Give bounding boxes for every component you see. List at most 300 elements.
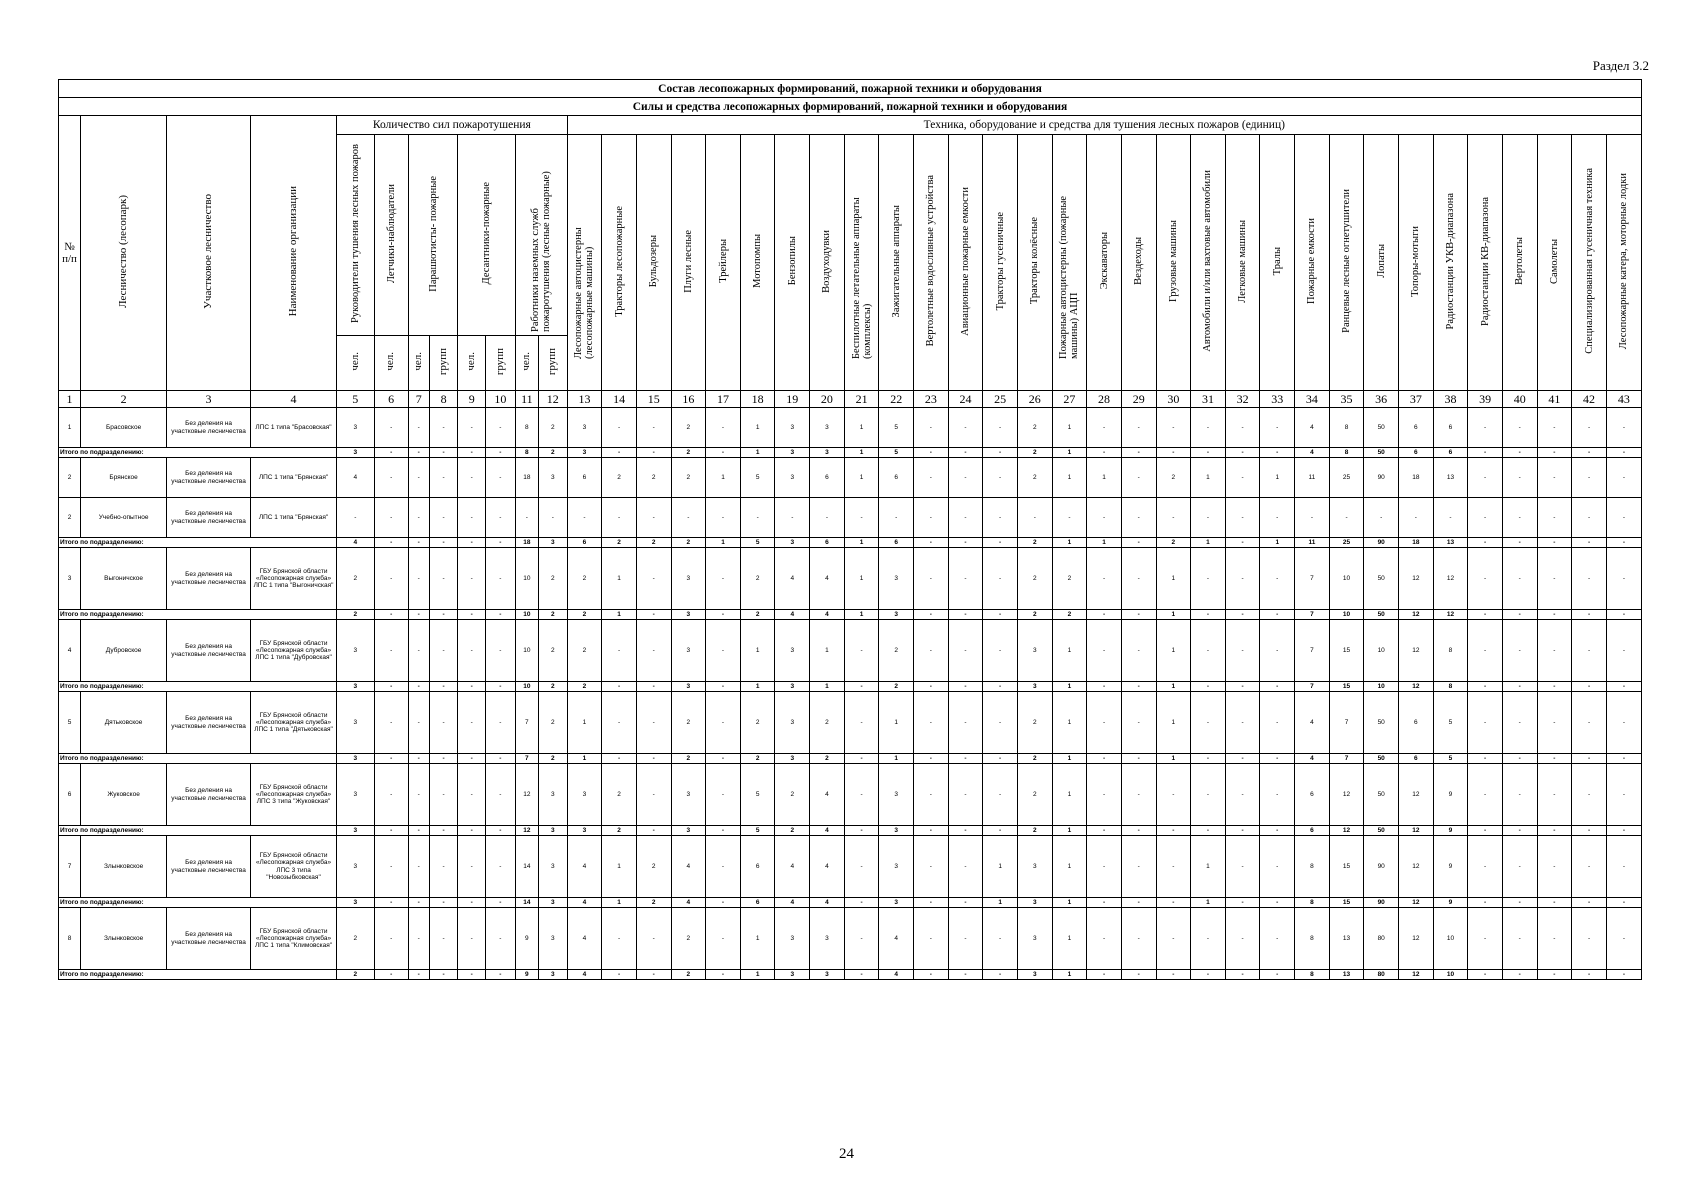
col-head-equipment [1295,135,1330,391]
cell-value: - [1225,898,1260,908]
cell-value: - [706,682,741,692]
cell-value: 3 [337,620,375,682]
cell-value: - [1537,498,1572,538]
cell-value: - [914,836,949,898]
cell-value: 4 [567,908,602,970]
cell-value: 4 [567,970,602,980]
cell-value: - [485,538,515,548]
cell-value: - [458,408,486,448]
cell-value: 1 [1052,538,1087,548]
cell-value: - [706,408,741,448]
cell-value: - [485,754,515,764]
col-number: 8 [429,391,458,408]
cell-value: 3 [1017,908,1052,970]
cell-value: - [1364,498,1399,538]
cell-value: - [1468,448,1503,458]
cell-value: 3 [671,826,706,836]
cell-value: 8 [1295,908,1330,970]
cell-value: 80 [1364,908,1399,970]
cell-value: - [1537,620,1572,682]
cell-value: - [1087,898,1122,908]
unit-head-label: чел. [520,352,533,371]
cell-num: 2 [59,458,81,498]
cell-value: - [458,898,486,908]
cell-value: - [1606,836,1641,898]
cell-value: 1 [1260,538,1295,548]
cell-value: - [1225,458,1260,498]
col-head-equipment [1156,135,1191,391]
cell-value: 8 [1433,682,1468,692]
cell-value: 8 [1295,898,1330,908]
cell-value: - [706,908,741,970]
cell-value: - [458,754,486,764]
cell-value: 10 [515,682,538,692]
cell-value: - [636,764,671,826]
cell-value: - [983,692,1018,754]
col-number: 28 [1087,391,1122,408]
cell-value: - [1087,764,1122,826]
cell-value: - [914,682,949,692]
cell-value: - [706,548,741,610]
cell-org: ЛПС 1 типа "Брянская" [250,458,336,498]
cell-value: - [1537,538,1572,548]
cell-value: 2 [538,548,567,610]
cell-value: 14 [515,898,538,908]
cell-value: - [1572,408,1607,448]
cell-value: - [948,836,983,898]
cell-value: 3 [810,970,845,980]
col-head-equipment-label: Пожарные емкости [1306,218,1318,304]
cell-value: 12 [1433,610,1468,620]
cell-value: - [706,498,741,538]
cell-value: - [1537,898,1572,908]
cell-value: 1 [1156,548,1191,610]
cell-value: - [458,498,486,538]
cell-value: - [1606,692,1641,754]
cell-value: 4 [671,898,706,908]
cell-value: 15 [1329,682,1364,692]
section-label: Раздел 3.2 [1592,58,1649,73]
total-row [59,754,1642,764]
cell-forestry: Жуковское [81,764,167,826]
cell-value: - [1225,764,1260,826]
cell-value: 3 [337,682,375,692]
cell-value: - [948,498,983,538]
col-head-equipment [1260,135,1295,391]
cell-value: 2 [1017,408,1052,448]
col-head-equipment-label: Ранцевые лесные огнетушители [1341,189,1353,333]
cell-value: - [983,908,1018,970]
col-head-equipment [1121,135,1156,391]
cell-value: 3 [810,448,845,458]
cell-value: 10 [1433,908,1468,970]
cell-value: 1 [1156,682,1191,692]
cell-value: 3 [337,898,375,908]
cell-value: - [1087,836,1122,898]
cell-value: 3 [879,764,914,826]
cell-value: - [1052,498,1087,538]
cell-value: - [1191,826,1226,836]
cell-value: - [1191,908,1226,970]
cell-value: 1 [706,458,741,498]
cell-value: - [1087,826,1122,836]
cell-value: 12 [1399,898,1434,908]
cell-value: - [408,836,429,898]
cell-value: 3 [538,826,567,836]
cell-value: 4 [810,764,845,826]
cell-value: 1 [602,548,637,610]
cell-value: - [636,548,671,610]
cell-value: 6 [810,458,845,498]
cell-value: 2 [337,970,375,980]
col-head-equipment-label: Лопаты [1375,244,1387,278]
cell-value: 1 [810,682,845,692]
cell-value: - [429,448,458,458]
cell-value: - [636,754,671,764]
cell-value: - [408,548,429,610]
cell-value: - [948,970,983,980]
cell-org: ГБУ Брянской области «Лесопожарная служба» ЛПС 1 типа "Выгоничская" [250,548,336,610]
total-row [59,448,1642,458]
cell-value: 2 [1017,692,1052,754]
cell-value: - [983,610,1018,620]
table-row [59,498,1642,538]
col-number: 25 [983,391,1018,408]
cell-value: 2 [602,538,637,548]
cell-value: - [1572,836,1607,898]
cell-value: 1 [810,620,845,682]
cell-value: - [706,826,741,836]
cell-value: - [983,498,1018,538]
cell-value: - [458,620,486,682]
cell-value: - [1537,458,1572,498]
total-row [59,826,1642,836]
cell-value: - [1606,826,1641,836]
cell-value: 2 [636,836,671,898]
cell-value: - [844,970,879,980]
total-row [59,970,1642,980]
cell-value: - [1087,754,1122,764]
cell-value: 1 [844,538,879,548]
cell-value: - [458,682,486,692]
cell-value: - [1087,498,1122,538]
cell-value: 5 [740,538,775,548]
cell-value: - [1329,498,1364,538]
cell-value: 9 [515,908,538,970]
cell-value: - [948,682,983,692]
cell-value: 3 [538,538,567,548]
cell-value: 8 [515,448,538,458]
cell-value: - [429,682,458,692]
cell-value: - [515,498,538,538]
cell-value: 6 [567,458,602,498]
col-head-equipment [1017,135,1052,391]
cell-value: - [1606,898,1641,908]
cell-value: - [844,908,879,970]
cell-value: - [914,764,949,826]
cell-value: - [1191,764,1226,826]
cell-value: - [671,498,706,538]
cell-value: - [408,538,429,548]
cell-value: 4 [810,898,845,908]
cell-value: 2 [671,754,706,764]
cell-value: 9 [1433,826,1468,836]
cell-value: - [844,682,879,692]
cell-value: 7 [1295,620,1330,682]
cell-value: 3 [538,458,567,498]
cell-value: - [948,548,983,610]
cell-value: - [408,908,429,970]
cell-value: 8 [1295,970,1330,980]
cell-value: 11 [1295,538,1330,548]
cell-value: 6 [1399,754,1434,764]
cell-value: - [408,826,429,836]
col-head-equipment-label: Радиостанции УКВ-диапазона [1444,192,1456,330]
col-head-equipment-label: Воздуходувки [821,229,833,293]
cell-value: 6 [740,836,775,898]
col-number: 40 [1502,391,1537,408]
cell-org: ГБУ Брянской области «Лесопожарная служба» ЛПС 1 типа "Дятьковская" [250,692,336,754]
cell-value: 6 [1433,448,1468,458]
cell-value: 5 [879,408,914,448]
cell-value: - [844,898,879,908]
cell-value: - [1572,754,1607,764]
cell-value: 3 [671,764,706,826]
cell-value: 6 [1295,764,1330,826]
cell-value: - [1156,764,1191,826]
col-head-equipment-label: Лесопожарные автоцистерны (лесопожарные машины) [573,227,596,359]
cell-value: 2 [538,610,567,620]
cell-value: 2 [1017,826,1052,836]
cell-value: - [1121,754,1156,764]
cell-value: - [458,836,486,898]
cell-value: - [1468,408,1503,448]
cell-value: - [983,826,1018,836]
cell-value: - [408,682,429,692]
cell-value: 2 [567,610,602,620]
cell-value: - [948,908,983,970]
cell-value: 4 [567,898,602,908]
col-number: 30 [1156,391,1191,408]
cell-value: 50 [1364,826,1399,836]
col-number: 42 [1572,391,1607,408]
table-subtitle: Силы и средства лесопожарных формирований, пожарной техники и оборудования [59,98,1642,116]
cell-value: - [429,970,458,980]
unit-head [374,336,408,391]
cell-value: 18 [1399,538,1434,548]
col-number: 41 [1537,391,1572,408]
cell-value: 3 [538,764,567,826]
cell-value: 15 [1329,620,1364,682]
col-head-equipment-label: Легковые машины [1237,219,1249,303]
cell-forestry: Злынковское [81,836,167,898]
unit-head-label: групп [493,347,506,376]
cell-value: 2 [1017,448,1052,458]
cell-value: - [429,764,458,826]
cell-value: 1 [844,448,879,458]
col-head-equipment-label: Трейлеры [717,239,729,283]
col-number: 9 [458,391,486,408]
cell-value: - [948,610,983,620]
group-head-forces: Количество сил пожаротушения [337,116,568,135]
cell-value: 3 [775,458,810,498]
col-head-equipment [1052,135,1087,391]
cell-value: 4 [1295,448,1330,458]
cell-value: - [1260,692,1295,754]
col-head-equipment [706,135,741,391]
cell-value: - [458,448,486,458]
cell-value: - [374,764,408,826]
col-head-equipment [1087,135,1122,391]
unit-head-label: групп [546,347,558,376]
cell-value: 3 [671,620,706,682]
cell-value: 10 [1329,548,1364,610]
cell-value: - [458,548,486,610]
cell-value: 2 [1017,458,1052,498]
cell-value: - [1468,692,1503,754]
col-head-forestry-label: Лесничество (лесопарк) [116,195,129,308]
cell-value: 2 [636,538,671,548]
cell-value: 2 [538,448,567,458]
col-head-landing-label: Десантники-пожарные [481,182,493,285]
cell-value: - [1572,620,1607,682]
cell-value: - [1225,754,1260,764]
col-head-district [167,116,251,391]
cell-value: 2 [602,458,637,498]
cell-value: 3 [810,408,845,448]
col-head-equipment-label: Мотопомпы [752,234,764,288]
cell-value: - [914,610,949,620]
cell-value: - [429,538,458,548]
cell-value: - [1225,970,1260,980]
cell-value: - [1537,610,1572,620]
cell-value: 5 [1433,754,1468,764]
cell-value: 4 [1295,692,1330,754]
table-title: Состав лесопожарных формирований, пожарной техники и оборудования [59,80,1642,98]
cell-value: - [485,620,515,682]
cell-value: 2 [671,908,706,970]
cell-value: - [844,620,879,682]
page-number: 24 [839,1146,854,1162]
cell-value: 2 [538,682,567,692]
cell-value: - [1121,908,1156,970]
cell-value: 1 [1052,836,1087,898]
cell-value: - [983,458,1018,498]
cell-value: - [374,458,408,498]
cell-value: - [948,826,983,836]
cell-value: - [374,548,408,610]
cell-value: 50 [1364,408,1399,448]
cell-value: - [706,836,741,898]
cell-value: - [429,826,458,836]
col-number: 35 [1329,391,1364,408]
cell-value: - [1191,970,1226,980]
cell-forestry: Дятьковское [81,692,167,754]
cell-value: - [458,908,486,970]
cell-value: - [1537,970,1572,980]
col-head-forestry [81,116,167,391]
cell-value: 2 [740,754,775,764]
col-head-ground-workers [515,135,567,336]
cell-district: Без деления на участковые лесничества [167,548,251,610]
cell-value: 2 [1017,548,1052,610]
cell-value: - [1225,836,1260,898]
unit-head-label: чел. [411,352,424,371]
cell-value: - [458,692,486,754]
cell-value: - [1087,970,1122,980]
cell-value: - [1537,908,1572,970]
cell-value: - [948,408,983,448]
cell-value: 6 [1399,692,1434,754]
cell-value: - [429,458,458,498]
cell-value: - [914,498,949,538]
cell-value: - [1606,970,1641,980]
cell-value: 1 [1191,836,1226,898]
cell-value: 1 [1260,458,1295,498]
col-number: 10 [485,391,515,408]
cell-value: 2 [1017,754,1052,764]
cell-value: - [1606,448,1641,458]
col-number: 22 [879,391,914,408]
cell-value: 10 [515,610,538,620]
cell-value: - [983,682,1018,692]
cell-value: 10 [515,620,538,682]
cell-value: - [948,692,983,754]
cell-value: - [1502,458,1537,498]
cell-value: 3 [1017,898,1052,908]
col-number: 38 [1433,391,1468,408]
col-number: 13 [567,391,602,408]
cell-value: 10 [515,548,538,610]
col-head-paratroopers-label: Парашютисты- пожарные [427,175,439,292]
cell-value: 7 [1295,682,1330,692]
cell-value: - [1537,548,1572,610]
cell-value: 4 [775,548,810,610]
cell-value: - [636,692,671,754]
cell-value: - [458,764,486,826]
cell-value: 2 [567,548,602,610]
cell-value: - [914,970,949,980]
cell-org: ГБУ Брянской области «Лесопожарная служба» ЛПС 1 типа "Дубровская" [250,620,336,682]
cell-value: 5 [879,448,914,458]
cell-value: - [602,970,637,980]
cell-value: - [914,754,949,764]
unit-head-label: групп [436,347,449,376]
cell-value: 2 [671,448,706,458]
cell-value: 6 [1399,408,1434,448]
total-row [59,538,1642,548]
cell-value: - [1502,448,1537,458]
cell-value: 6 [567,538,602,548]
cell-value: - [567,498,602,538]
cell-value: 1 [1156,754,1191,764]
cell-value: - [914,908,949,970]
cell-value: 1 [1087,458,1122,498]
cell-value: 3 [879,826,914,836]
cell-value: 3 [538,836,567,898]
cell-value: - [374,826,408,836]
cell-value: - [1260,548,1295,610]
col-number: 43 [1606,391,1641,408]
cell-value: - [1606,682,1641,692]
cell-value: 3 [538,970,567,980]
cell-value: - [1191,620,1226,682]
cell-value: 2 [538,408,567,448]
cell-value: - [706,620,741,682]
cell-value: 2 [538,692,567,754]
cell-value: - [844,754,879,764]
cell-value: 4 [775,898,810,908]
